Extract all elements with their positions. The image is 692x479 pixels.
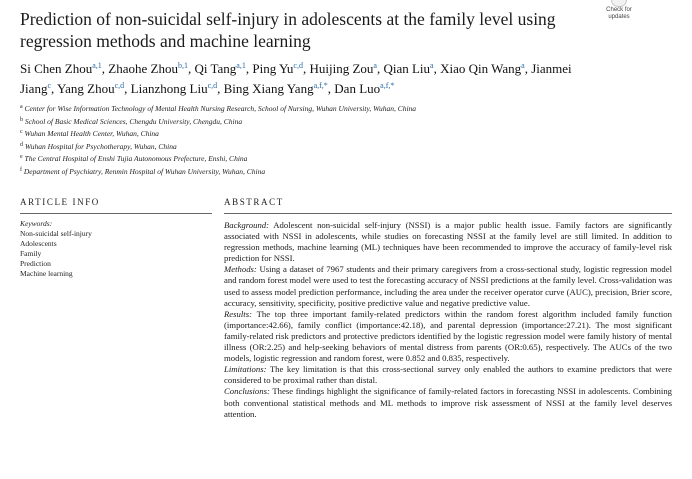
author[interactable]: Xiao Qin Wang$^a$ (440, 61, 525, 76)
keyword: Machine learning (20, 269, 73, 278)
affiliation: $^b$ School of Basic Medical Sciences, Chengdu University, Chengdu, China (20, 116, 243, 126)
abstract-background: Background: Adolescent non-suicidal self-injury (NSSI) is a major public health issue. Family factors are significantly associated with NSSI in adolescents, while studies on forecasting NSSI at the family level are still limited. In addition to regression methods, machine learning (ML) techniques have been recommended to improve the accuracy of family-level risk prediction for NSSI. (224, 220, 672, 264)
badge-line-1: Check for (606, 7, 632, 13)
author[interactable]: Ping Yu$^{c,d}$ (252, 61, 303, 76)
article-info-heading: ARTICLE INFO (20, 197, 100, 207)
keyword: Family (20, 249, 42, 258)
keyword: Prediction (20, 259, 51, 268)
article-title: Prediction of non-suicidal self-injury in adolescents at the family level using regression methods and machine learning (20, 9, 556, 51)
affiliation: $^c$ Wuhan Mental Health Center, Wuhan, China (20, 129, 159, 138)
abstract-limitations: Limitations: The key limitation is that this cross-sectional survey only enabled the authors to examine predictors that were considered to be proximal rather than distal. (224, 364, 673, 386)
keyword: Non-suicidal self-injury (20, 229, 92, 238)
author[interactable]: Huijing Zou$^a$ (309, 61, 377, 76)
keywords-block (20, 219, 210, 279)
author[interactable]: Bing Xiang Yang$^{a,f,*}$ (223, 81, 328, 96)
keywords-label: Keywords: (20, 219, 53, 228)
author[interactable]: Qi Tang$^{a,1}$ (194, 61, 246, 76)
author-list: Si Chen Zhou$^{a,1}$, Zhaohe Zhou$^{b,1}$, Qi Tang$^{a,1}$, Ping Yu$^{c,d}$, Huijing Zou$^a$, Qian Liu$^a$, Xiao Qin Wang$^a$, Jianmei Jiang$^c$, Yang Zhou$^{c,d}$, Lianzhong Liu$^{c,d}$, Bing Xiang Yang$^{a,f,*}$, Dan Luo$^{a,f,*}$ (20, 61, 572, 96)
author[interactable]: Si Chen Zhou$^{a,1}$ (20, 61, 102, 76)
abstract-conclusions: Conclusions: These findings highlight the significance of family-related factors in forecasting NSSI in adolescents. Combining both conventional statistical methods and ML methods to improve risk assessment of NSSI at the family level deserves attention. (224, 386, 673, 419)
affiliation: $^f$ Department of Psychiatry, Renmin Hospital of Wuhan University, Wuhan, China (20, 166, 266, 176)
abstract-methods: Methods: Using a dataset of 7967 students and their primary caregivers from a cross-sectional study, logistic regression model and random forest model were used to test the forecasting accuracy of NSSI predictions at the family level. Cross-validation was used to assess model prediction performance, including the area under the receiver operator curve (AUC), precision, Brier score, accuracy, sensitivity, specificity, positive predictive value and negative predictive value. (224, 264, 672, 308)
abstract-results: Results: The top three important family-related predictors within the random forest algorithm included family function (importance:42.66), family conflict (importance:42.18), and parental depression (importance:27.21). The most significant family-related risk predictors and protective predictors identified by the logistic regression model were family history of mental illness (OR:2.25) and help-seeking behaviors of mental distress from parents (OR:0.65), respectively. The AUCs of the two models, logistic regression and random forest, were 0.852 and 0.835, respectively. (224, 308, 672, 364)
author[interactable]: Dan Luo$^{a,f,*}$ (334, 81, 395, 96)
badge-line-2: updates (608, 14, 630, 20)
affiliation: $^e$ The Central Hospital of Enshi Tujia Autonomous Prefecture, Enshi, China (20, 154, 248, 163)
check-updates-icon (611, 0, 627, 7)
author[interactable]: Yang Zhou$^{c,d}$ (57, 81, 125, 96)
abstract-heading: ABSTRACT (224, 197, 284, 207)
affiliation-list (20, 102, 580, 177)
affiliation: $^a$ Center for Wise Information Technology of Mental Health Nursing Research, School of Nursing, Wuhan University, Wuhan, China (20, 104, 417, 113)
author[interactable]: Qian Liu$^a$ (383, 61, 434, 76)
author[interactable]: Jianmei Jiang$^c$ (20, 61, 572, 96)
affiliation: $^d$ Wuhan Hospital for Psychotherapy, Wuhan, China (20, 141, 177, 151)
abstract-body (224, 220, 672, 420)
check-for-updates-badge[interactable] (600, 0, 638, 22)
author[interactable]: Zhaohe Zhou$^{b,1}$ (108, 61, 188, 76)
author[interactable]: Lianzhong Liu$^{c,d}$ (130, 81, 218, 96)
article-info-divider (20, 213, 212, 214)
abstract-divider (224, 213, 672, 214)
keyword: Adolescents (20, 239, 57, 248)
